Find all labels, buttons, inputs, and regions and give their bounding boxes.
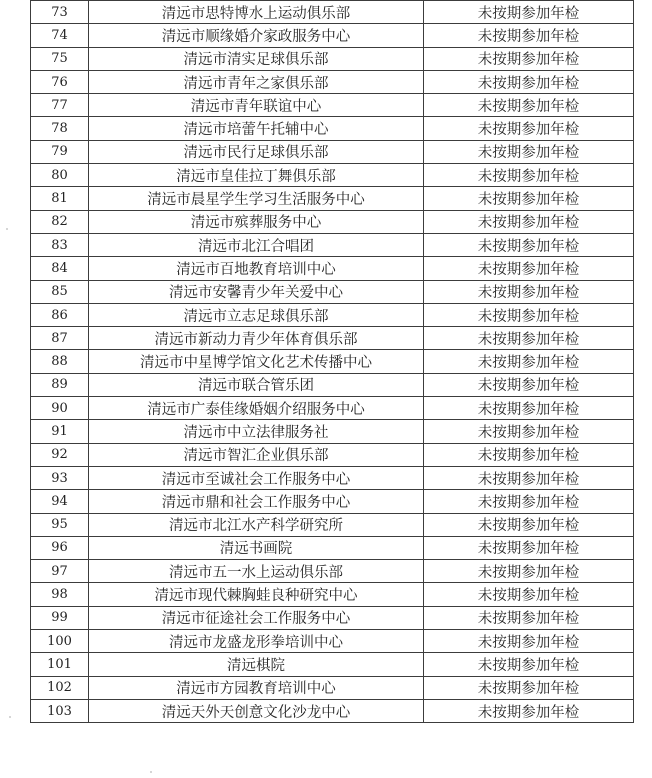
inspection-status: 未按期参加年检 — [424, 630, 634, 653]
inspection-status: 未按期参加年检 — [424, 164, 634, 187]
inspection-status: 未按期参加年检 — [424, 210, 634, 233]
organization-name: 清远市鼎和社会工作服务中心 — [89, 490, 424, 513]
inspection-status: 未按期参加年检 — [424, 699, 634, 722]
row-number: 92 — [31, 443, 89, 466]
row-number: 74 — [31, 24, 89, 47]
row-number: 75 — [31, 47, 89, 70]
row-number: 100 — [31, 630, 89, 653]
row-number: 79 — [31, 140, 89, 163]
inspection-status: 未按期参加年检 — [424, 560, 634, 583]
organization-name: 清远市龙盛龙形拳培训中心 — [89, 630, 424, 653]
inspection-status: 未按期参加年检 — [424, 47, 634, 70]
table-row — [31, 327, 634, 350]
organization-name: 清远市征途社会工作服务中心 — [89, 606, 424, 629]
organization-name: 清远市思特博水上运动俱乐部 — [89, 1, 424, 24]
organization-name: 清远市五一水上运动俱乐部 — [89, 560, 424, 583]
row-number: 81 — [31, 187, 89, 210]
inspection-status: 未按期参加年检 — [424, 94, 634, 117]
row-number: 91 — [31, 420, 89, 443]
inspection-status: 未按期参加年检 — [424, 24, 634, 47]
row-number: 93 — [31, 466, 89, 489]
table-row — [31, 140, 634, 163]
row-number: 88 — [31, 350, 89, 373]
table-row — [31, 420, 634, 443]
inspection-status: 未按期参加年检 — [424, 257, 634, 280]
inspection-status: 未按期参加年检 — [424, 70, 634, 93]
inspection-status: 未按期参加年检 — [424, 373, 634, 396]
organization-name: 清远市顺缘婚介家政服务中心 — [89, 24, 424, 47]
organization-name: 清远市至诚社会工作服务中心 — [89, 466, 424, 489]
row-number: 84 — [31, 257, 89, 280]
organization-name: 清远市新动力青少年体育俱乐部 — [89, 327, 424, 350]
inspection-status: 未按期参加年检 — [424, 140, 634, 163]
table-row — [31, 676, 634, 699]
table-row — [31, 257, 634, 280]
table-row — [31, 94, 634, 117]
row-number: 102 — [31, 676, 89, 699]
table-row — [31, 513, 634, 536]
organization-name: 清远市现代棘胸蛙良种研究中心 — [89, 583, 424, 606]
row-number: 87 — [31, 327, 89, 350]
table-row — [31, 653, 634, 676]
inspection-status: 未按期参加年检 — [424, 536, 634, 559]
scan-speck — [6, 228, 8, 230]
row-number: 85 — [31, 280, 89, 303]
inspection-status: 未按期参加年检 — [424, 187, 634, 210]
row-number: 76 — [31, 70, 89, 93]
table-row — [31, 117, 634, 140]
inspection-status: 未按期参加年检 — [424, 606, 634, 629]
organization-name: 清远市广泰佳缘婚姻介绍服务中心 — [89, 397, 424, 420]
deregistration-table — [30, 0, 634, 723]
row-number: 83 — [31, 233, 89, 256]
row-number: 86 — [31, 303, 89, 326]
scan-speck — [150, 771, 152, 773]
inspection-status: 未按期参加年检 — [424, 350, 634, 373]
inspection-status: 未按期参加年检 — [424, 117, 634, 140]
table-row — [31, 397, 634, 420]
row-number: 94 — [31, 490, 89, 513]
row-number: 78 — [31, 117, 89, 140]
scan-speck — [9, 716, 11, 718]
organization-name: 清远市北江水产科学研究所 — [89, 513, 424, 536]
organization-name: 清远市北江合唱团 — [89, 233, 424, 256]
row-number: 99 — [31, 606, 89, 629]
inspection-status: 未按期参加年检 — [424, 303, 634, 326]
table-row — [31, 466, 634, 489]
organization-name: 清远市青年之家俱乐部 — [89, 70, 424, 93]
table-row — [31, 24, 634, 47]
table-row — [31, 536, 634, 559]
table-row — [31, 350, 634, 373]
table-row — [31, 583, 634, 606]
table-row — [31, 443, 634, 466]
table-row — [31, 164, 634, 187]
organization-name: 清远市殡葬服务中心 — [89, 210, 424, 233]
row-number: 98 — [31, 583, 89, 606]
table-row — [31, 1, 634, 24]
row-number: 89 — [31, 373, 89, 396]
organization-name: 清远市立志足球俱乐部 — [89, 303, 424, 326]
inspection-status: 未按期参加年检 — [424, 327, 634, 350]
organization-name: 清远市方园教育培训中心 — [89, 676, 424, 699]
row-number: 103 — [31, 699, 89, 722]
inspection-status: 未按期参加年检 — [424, 583, 634, 606]
inspection-status: 未按期参加年检 — [424, 466, 634, 489]
organization-name: 清远市培蕾午托辅中心 — [89, 117, 424, 140]
organization-name: 清远市联合管乐团 — [89, 373, 424, 396]
table-row — [31, 210, 634, 233]
row-number: 82 — [31, 210, 89, 233]
organization-name: 清远市中立法律服务社 — [89, 420, 424, 443]
table-row — [31, 47, 634, 70]
table-body — [31, 1, 634, 723]
table-row — [31, 280, 634, 303]
inspection-status: 未按期参加年检 — [424, 653, 634, 676]
table-row — [31, 560, 634, 583]
row-number: 96 — [31, 536, 89, 559]
organization-name: 清远市中星博学馆文化艺术传播中心 — [89, 350, 424, 373]
table-row — [31, 187, 634, 210]
organization-name: 清远书画院 — [89, 536, 424, 559]
row-number: 73 — [31, 1, 89, 24]
organization-name: 清远市民行足球俱乐部 — [89, 140, 424, 163]
table-row — [31, 70, 634, 93]
inspection-status: 未按期参加年检 — [424, 676, 634, 699]
organization-name: 清远市安馨青少年关爱中心 — [89, 280, 424, 303]
organization-name: 清远市清实足球俱乐部 — [89, 47, 424, 70]
organization-name: 清远市智汇企业俱乐部 — [89, 443, 424, 466]
inspection-status: 未按期参加年检 — [424, 1, 634, 24]
row-number: 90 — [31, 397, 89, 420]
inspection-status: 未按期参加年检 — [424, 513, 634, 536]
table-row — [31, 303, 634, 326]
organization-name: 清远天外天创意文化沙龙中心 — [89, 699, 424, 722]
row-number: 97 — [31, 560, 89, 583]
organization-name: 清远棋院 — [89, 653, 424, 676]
table-row — [31, 606, 634, 629]
inspection-status: 未按期参加年检 — [424, 233, 634, 256]
inspection-status: 未按期参加年检 — [424, 443, 634, 466]
organization-name: 清远市皇佳拉丁舞俱乐部 — [89, 164, 424, 187]
table-row — [31, 233, 634, 256]
table-row — [31, 373, 634, 396]
table-row — [31, 490, 634, 513]
row-number: 77 — [31, 94, 89, 117]
organization-name: 清远市晨星学生学习生活服务中心 — [89, 187, 424, 210]
row-number: 101 — [31, 653, 89, 676]
row-number: 80 — [31, 164, 89, 187]
table-row — [31, 630, 634, 653]
table-row — [31, 699, 634, 722]
inspection-status: 未按期参加年检 — [424, 280, 634, 303]
organization-name: 清远市百地教育培训中心 — [89, 257, 424, 280]
organization-name: 清远市青年联谊中心 — [89, 94, 424, 117]
inspection-status: 未按期参加年检 — [424, 397, 634, 420]
inspection-status: 未按期参加年检 — [424, 490, 634, 513]
row-number: 95 — [31, 513, 89, 536]
inspection-status: 未按期参加年检 — [424, 420, 634, 443]
